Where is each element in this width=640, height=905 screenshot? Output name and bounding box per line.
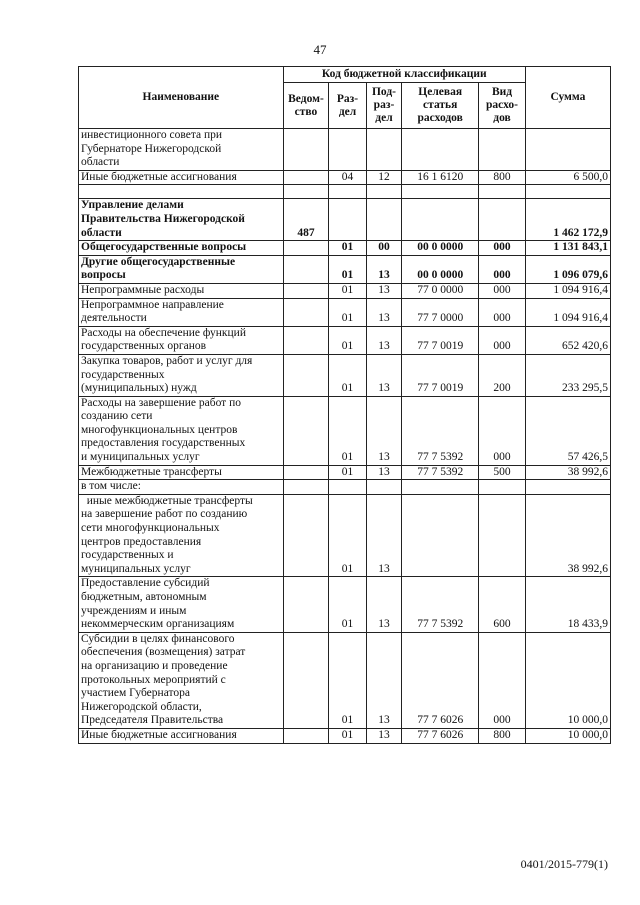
cell-ved: 487 xyxy=(283,199,329,241)
cell-statya: 77 7 5392 xyxy=(402,465,479,480)
row-name-line: центров предоставления xyxy=(81,535,202,548)
row-name-line: муниципальных услуг xyxy=(81,562,191,575)
cell-razdel: 01 xyxy=(329,577,366,632)
row-name-line: области xyxy=(81,226,122,239)
cell-razdel: 01 xyxy=(329,465,366,480)
cell-summa xyxy=(525,480,610,495)
header-summa: Сумма xyxy=(525,67,610,129)
row-name-line: Правительства Нижегородской xyxy=(81,212,245,225)
page-number: 47 xyxy=(313,42,327,57)
cell-podrazdel: 13 xyxy=(366,396,401,465)
header-statya: Целевая статья расходов xyxy=(402,83,479,129)
cell-statya: 16 1 6120 xyxy=(402,170,479,185)
row-name-line: бюджетным, автономным xyxy=(81,591,207,603)
row-name-line: Нижегородской области, xyxy=(81,700,202,713)
cell-podrazdel xyxy=(366,480,401,495)
cell-ved xyxy=(283,283,329,298)
cell-name xyxy=(79,326,284,354)
cell-name xyxy=(79,354,284,396)
cell-ved xyxy=(283,480,329,495)
row-name-line: Непрограммное направление xyxy=(81,298,224,311)
cell-summa: 1 462 172,9 xyxy=(525,199,610,241)
cell-ved xyxy=(283,185,329,199)
row-name-line: участием Губернатора xyxy=(81,687,190,700)
cell-ved xyxy=(283,298,329,326)
row-name-line: вопросы xyxy=(81,269,126,282)
row-name-line: предоставления государственных xyxy=(81,437,246,450)
table-row xyxy=(79,632,611,728)
cell-razdel xyxy=(329,199,366,241)
cell-vid xyxy=(479,185,526,199)
cell-ved xyxy=(283,129,329,171)
cell-razdel: 01 xyxy=(329,632,366,728)
cell-statya: 77 7 5392 xyxy=(402,396,479,465)
cell-razdel: 04 xyxy=(329,170,366,185)
cell-podrazdel xyxy=(366,129,401,171)
cell-summa: 57 426,5 xyxy=(525,396,610,465)
row-name-line: многофункциональных центров xyxy=(81,423,238,436)
cell-statya: 77 7 0019 xyxy=(402,354,479,396)
row-name-line: Субсидии в целях финансового xyxy=(81,632,235,645)
cell-podrazdel: 13 xyxy=(366,728,401,743)
cell-podrazdel: 13 xyxy=(366,632,401,728)
row-name-line: обеспечения (возмещения) затрат xyxy=(81,646,246,659)
cell-podrazdel: 13 xyxy=(366,326,401,354)
cell-ved xyxy=(283,494,329,577)
cell-statya: 77 7 0019 xyxy=(402,326,479,354)
table-row xyxy=(79,577,611,632)
row-name-line: (муниципальных) нужд xyxy=(81,382,197,395)
cell-summa: 18 433,9 xyxy=(525,577,610,632)
cell-name xyxy=(79,728,284,743)
cell-name xyxy=(79,255,284,283)
row-name-line: государственных xyxy=(81,368,165,381)
cell-name xyxy=(79,298,284,326)
cell-summa: 38 992,6 xyxy=(525,465,610,480)
cell-podrazdel xyxy=(366,185,401,199)
cell-ved xyxy=(283,326,329,354)
table-row xyxy=(79,396,611,465)
cell-razdel: 01 xyxy=(329,255,366,283)
cell-summa: 10 000,0 xyxy=(525,728,610,743)
cell-name xyxy=(79,241,284,256)
row-name-line: Управление делами xyxy=(81,199,184,212)
row-name-line: Иные бюджетные ассигнования xyxy=(81,170,237,183)
cell-razdel xyxy=(329,129,366,171)
header-vid: Вид расхо- дов xyxy=(479,83,526,129)
table-row xyxy=(79,728,611,743)
table-row xyxy=(79,170,611,185)
row-name-line: в том числе: xyxy=(81,480,141,493)
cell-statya xyxy=(402,480,479,495)
cell-name xyxy=(79,129,284,171)
row-name-line: Межбюджетные трансферты xyxy=(81,465,222,478)
cell-podrazdel: 00 xyxy=(366,241,401,256)
cell-vid: 800 xyxy=(479,728,526,743)
table-header xyxy=(79,67,611,129)
cell-ved xyxy=(283,465,329,480)
table-row xyxy=(79,494,611,577)
cell-summa: 1 131 843,1 xyxy=(525,241,610,256)
cell-name xyxy=(79,480,284,495)
cell-name xyxy=(79,185,284,199)
row-name-line: созданию сети xyxy=(81,410,153,423)
table-row xyxy=(79,465,611,480)
row-name-line: протокольных мероприятий с xyxy=(81,673,226,686)
cell-ved xyxy=(283,632,329,728)
row-name-line: на завершение работ по созданию xyxy=(81,508,248,521)
row-name-line: Непрограммные расходы xyxy=(81,283,205,296)
cell-statya: 77 7 5392 xyxy=(402,577,479,632)
table-body xyxy=(79,129,611,744)
cell-summa: 233 295,5 xyxy=(525,354,610,396)
document-code: 0401/2015-779(1) xyxy=(520,857,608,871)
cell-vid: 000 xyxy=(479,632,526,728)
cell-ved xyxy=(283,577,329,632)
row-name-line: Предоставление субсидий xyxy=(81,577,210,590)
table-row xyxy=(79,298,611,326)
cell-name xyxy=(79,494,284,577)
cell-statya: 77 7 6026 xyxy=(402,728,479,743)
cell-statya xyxy=(402,129,479,171)
table-row xyxy=(79,199,611,241)
row-name-line: учреждениям и иным xyxy=(81,604,187,617)
cell-vid: 000 xyxy=(479,396,526,465)
cell-razdel: 01 xyxy=(329,298,366,326)
row-name-line: Иные бюджетные ассигнования xyxy=(81,728,237,741)
row-name-line: Расходы на завершение работ по xyxy=(81,396,241,409)
row-name-line: инвестиционного совета при xyxy=(81,129,223,141)
cell-podrazdel: 13 xyxy=(366,298,401,326)
cell-podrazdel: 13 xyxy=(366,354,401,396)
cell-vid: 000 xyxy=(479,283,526,298)
cell-podrazdel xyxy=(366,199,401,241)
cell-razdel xyxy=(329,480,366,495)
row-name-line: Общегосударственные вопросы xyxy=(81,241,247,254)
cell-ved xyxy=(283,354,329,396)
cell-vid: 500 xyxy=(479,465,526,480)
table-row xyxy=(79,129,611,171)
cell-summa: 6 500,0 xyxy=(525,170,610,185)
cell-vid xyxy=(479,494,526,577)
cell-razdel: 01 xyxy=(329,354,366,396)
cell-ved xyxy=(283,170,329,185)
cell-summa xyxy=(525,129,610,171)
row-name-line: Губернаторе Нижегородской xyxy=(81,142,222,155)
cell-vid: 000 xyxy=(479,241,526,256)
table-row xyxy=(79,255,611,283)
header-ved: Ведом- ство xyxy=(283,83,329,129)
cell-vid: 000 xyxy=(479,326,526,354)
row-name-line: на организацию и проведение xyxy=(81,659,228,672)
cell-statya: 77 7 0000 xyxy=(402,298,479,326)
cell-ved xyxy=(283,241,329,256)
cell-name xyxy=(79,170,284,185)
cell-statya: 00 0 0000 xyxy=(402,255,479,283)
cell-name xyxy=(79,465,284,480)
cell-ved xyxy=(283,728,329,743)
cell-podrazdel: 13 xyxy=(366,577,401,632)
cell-summa: 38 992,6 xyxy=(525,494,610,577)
cell-statya xyxy=(402,185,479,199)
cell-razdel: 01 xyxy=(329,494,366,577)
cell-statya: 77 7 6026 xyxy=(402,632,479,728)
cell-name xyxy=(79,577,284,632)
cell-ved xyxy=(283,396,329,465)
cell-name xyxy=(79,632,284,728)
row-name-line: деятельности xyxy=(81,312,147,325)
cell-podrazdel: 12 xyxy=(366,170,401,185)
budget-table xyxy=(78,66,611,744)
cell-summa: 652 420,6 xyxy=(525,326,610,354)
cell-name xyxy=(79,396,284,465)
header-podrazdel: Под- раз- дел xyxy=(366,83,401,129)
cell-statya xyxy=(402,199,479,241)
cell-ved xyxy=(283,255,329,283)
row-name-line: Другие общегосударственные xyxy=(81,255,236,268)
table-row xyxy=(79,185,611,199)
table-row xyxy=(79,283,611,298)
row-name-line: области xyxy=(81,156,120,169)
cell-razdel xyxy=(329,185,366,199)
cell-name xyxy=(79,199,284,241)
cell-statya: 00 0 0000 xyxy=(402,241,479,256)
row-name-line: Расходы на обеспечение функций xyxy=(81,326,246,339)
cell-statya: 77 0 0000 xyxy=(402,283,479,298)
cell-razdel: 01 xyxy=(329,396,366,465)
cell-vid xyxy=(479,199,526,241)
cell-podrazdel: 13 xyxy=(366,255,401,283)
table-row xyxy=(79,241,611,256)
table-row xyxy=(79,480,611,495)
table-row xyxy=(79,326,611,354)
cell-vid: 000 xyxy=(479,255,526,283)
cell-name xyxy=(79,283,284,298)
cell-vid: 000 xyxy=(479,298,526,326)
cell-summa: 10 000,0 xyxy=(525,632,610,728)
row-name-line: Председателя Правительства xyxy=(81,714,224,727)
cell-vid: 200 xyxy=(479,354,526,396)
table-row xyxy=(79,354,611,396)
cell-vid xyxy=(479,129,526,171)
row-name-line: Закупка товаров, работ и услуг для xyxy=(81,354,253,367)
cell-vid: 600 xyxy=(479,577,526,632)
cell-razdel: 01 xyxy=(329,326,366,354)
cell-statya xyxy=(402,494,479,577)
cell-podrazdel: 13 xyxy=(366,465,401,480)
row-name-line: некоммерческим организациям xyxy=(81,618,235,631)
cell-razdel: 01 xyxy=(329,283,366,298)
row-name-line: и муниципальных услуг xyxy=(81,451,200,464)
header-razdel: Раз- дел xyxy=(329,83,366,129)
cell-summa: 1 094 916,4 xyxy=(525,298,610,326)
cell-summa xyxy=(525,185,610,199)
row-name-line: государственных органов xyxy=(81,340,207,353)
cell-vid: 800 xyxy=(479,170,526,185)
cell-razdel: 01 xyxy=(329,241,366,256)
cell-summa: 1 096 079,6 xyxy=(525,255,610,283)
row-name-line: государственных и xyxy=(81,549,174,562)
row-name-line: иные межбюджетные трансферты xyxy=(81,494,253,507)
header-name: Наименование xyxy=(79,67,284,129)
cell-podrazdel: 13 xyxy=(366,283,401,298)
cell-vid xyxy=(479,480,526,495)
header-kbk: Код бюджетной классификации xyxy=(283,67,525,83)
cell-razdel: 01 xyxy=(329,728,366,743)
cell-summa: 1 094 916,4 xyxy=(525,283,610,298)
row-name-line: сети многофункциональных xyxy=(81,522,220,535)
cell-podrazdel: 13 xyxy=(366,494,401,577)
